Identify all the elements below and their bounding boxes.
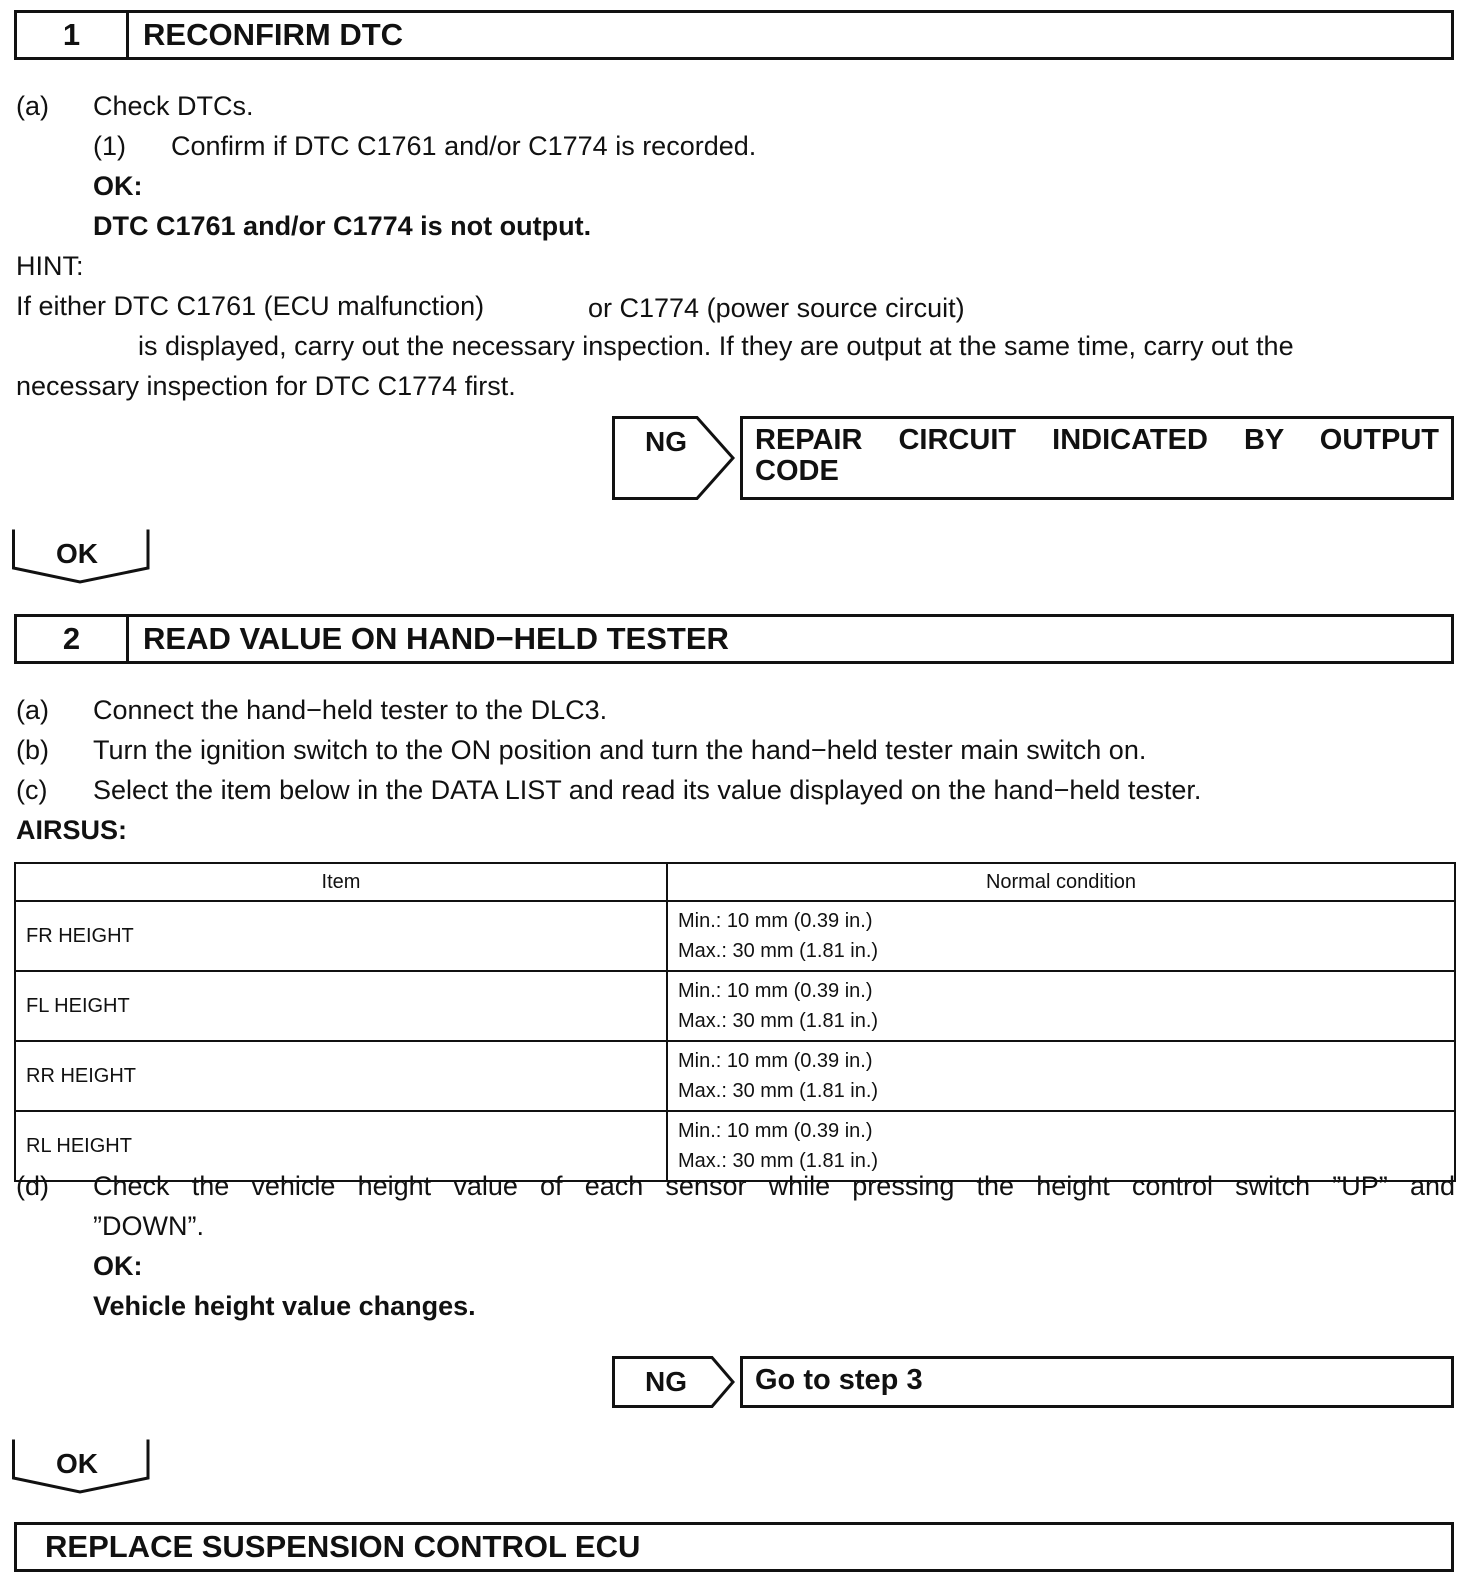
step-2-ng-result: Go to step 3 — [740, 1356, 1454, 1408]
step-2-ok-heading: OK: — [93, 1251, 143, 1281]
step-1-sub1-text: Confirm if DTC C1761 and/or C1774 is recorded. — [171, 131, 757, 161]
table-row — [15, 901, 1455, 971]
step-1-header — [14, 10, 1454, 60]
table-cell-condition — [667, 971, 1455, 1041]
hint-line-1a: If either DTC C1761 (ECU malfunction) — [16, 291, 485, 321]
step-1-sub1-label: (1) — [93, 131, 126, 161]
airsus-table — [14, 862, 1456, 1182]
step-1-ng-result — [740, 416, 1454, 500]
step-2-b-text: Turn the ignition switch to the ON position and turn the hand−held tester main switch on. — [93, 735, 1147, 765]
step-1-number: 1 — [17, 13, 129, 57]
step-1-ok-badge: OK — [56, 538, 98, 569]
condition-max: Max.: 30 mm (1.81 in.) — [678, 1010, 879, 1032]
table-cell-item: RR HEIGHT — [15, 1041, 667, 1111]
table-header-row — [15, 863, 1455, 901]
condition-max: Max.: 30 mm (1.81 in.) — [678, 1150, 879, 1172]
condition-min: Min.: 10 mm (0.39 in.) — [678, 1050, 873, 1072]
table-header-condition: Normal condition — [667, 863, 1455, 901]
condition-min: Min.: 10 mm (0.39 in.) — [678, 1120, 873, 1142]
step-2-number: 2 — [17, 617, 129, 661]
ng-result-line-1-text: REPAIR CIRCUIT INDICATED BY OUTPUT — [755, 424, 1439, 456]
condition-max: Max.: 30 mm (1.81 in.) — [678, 1080, 879, 1102]
step-2-title: READ VALUE ON HAND−HELD TESTER — [143, 621, 729, 656]
step-2-header — [14, 614, 1454, 664]
step-2-ok-badge: OK — [56, 1448, 98, 1479]
step-2-ng-label: NG — [645, 1366, 687, 1397]
step-2-c-label: (c) — [16, 775, 48, 805]
step-1-ng-result-line-2: CODE — [755, 455, 839, 487]
final-action-title: REPLACE SUSPENSION CONTROL ECU — [45, 1529, 641, 1564]
step-2-b-label: (b) — [16, 735, 49, 765]
table-caption: AIRSUS: — [16, 815, 128, 845]
step-2-d-line-2: ”DOWN”. — [93, 1211, 204, 1241]
table-row — [15, 971, 1455, 1041]
step-1-ok-heading: OK: — [93, 171, 143, 201]
step-2-d-line-1: Check the vehicle height value of each sensor while pressing the height control switch ”UP” and — [93, 1171, 1455, 1201]
condition-min: Min.: 10 mm (0.39 in.) — [678, 910, 873, 932]
step-1-ng-label: NG — [645, 426, 687, 457]
hint-heading: HINT: — [16, 251, 84, 281]
step-1-ng-result-line-1 — [755, 425, 1439, 456]
step-1-a-text: Check DTCs. — [93, 91, 254, 121]
hint-line-3: necessary inspection for DTC C1774 first. — [16, 371, 516, 401]
table-cell-item: FR HEIGHT — [15, 901, 667, 971]
step-1-ok-text: DTC C1761 and/or C1774 is not output. — [93, 211, 592, 241]
condition-min: Min.: 10 mm (0.39 in.) — [678, 980, 873, 1002]
step-1-title: RECONFIRM DTC — [143, 17, 404, 52]
step-2-ok-text: Vehicle height value changes. — [93, 1291, 476, 1321]
step-2-d-label: (d) — [16, 1171, 49, 1201]
table-cell-condition — [667, 1041, 1455, 1111]
step-2-c-text: Select the item below in the DATA LIST and read its value displayed on the hand−held tester. — [93, 775, 1202, 805]
final-action-box — [14, 1522, 1454, 1572]
hint-line-1b: or C1774 (power source circuit) — [588, 293, 965, 323]
table-header-item: Item — [15, 863, 667, 901]
table-cell-item: RL HEIGHT — [15, 1111, 667, 1181]
table-cell-item: FL HEIGHT — [15, 971, 667, 1041]
table-cell-condition — [667, 901, 1455, 971]
step-2-a-label: (a) — [16, 695, 49, 725]
step-1-a-label: (a) — [16, 91, 49, 121]
condition-max: Max.: 30 mm (1.81 in.) — [678, 940, 879, 962]
step-2-a-text: Connect the hand−held tester to the DLC3. — [93, 695, 608, 725]
table-row — [15, 1041, 1455, 1111]
hint-line-2: is displayed, carry out the necessary inspection. If they are output at the same time, carry out the — [138, 331, 1294, 361]
